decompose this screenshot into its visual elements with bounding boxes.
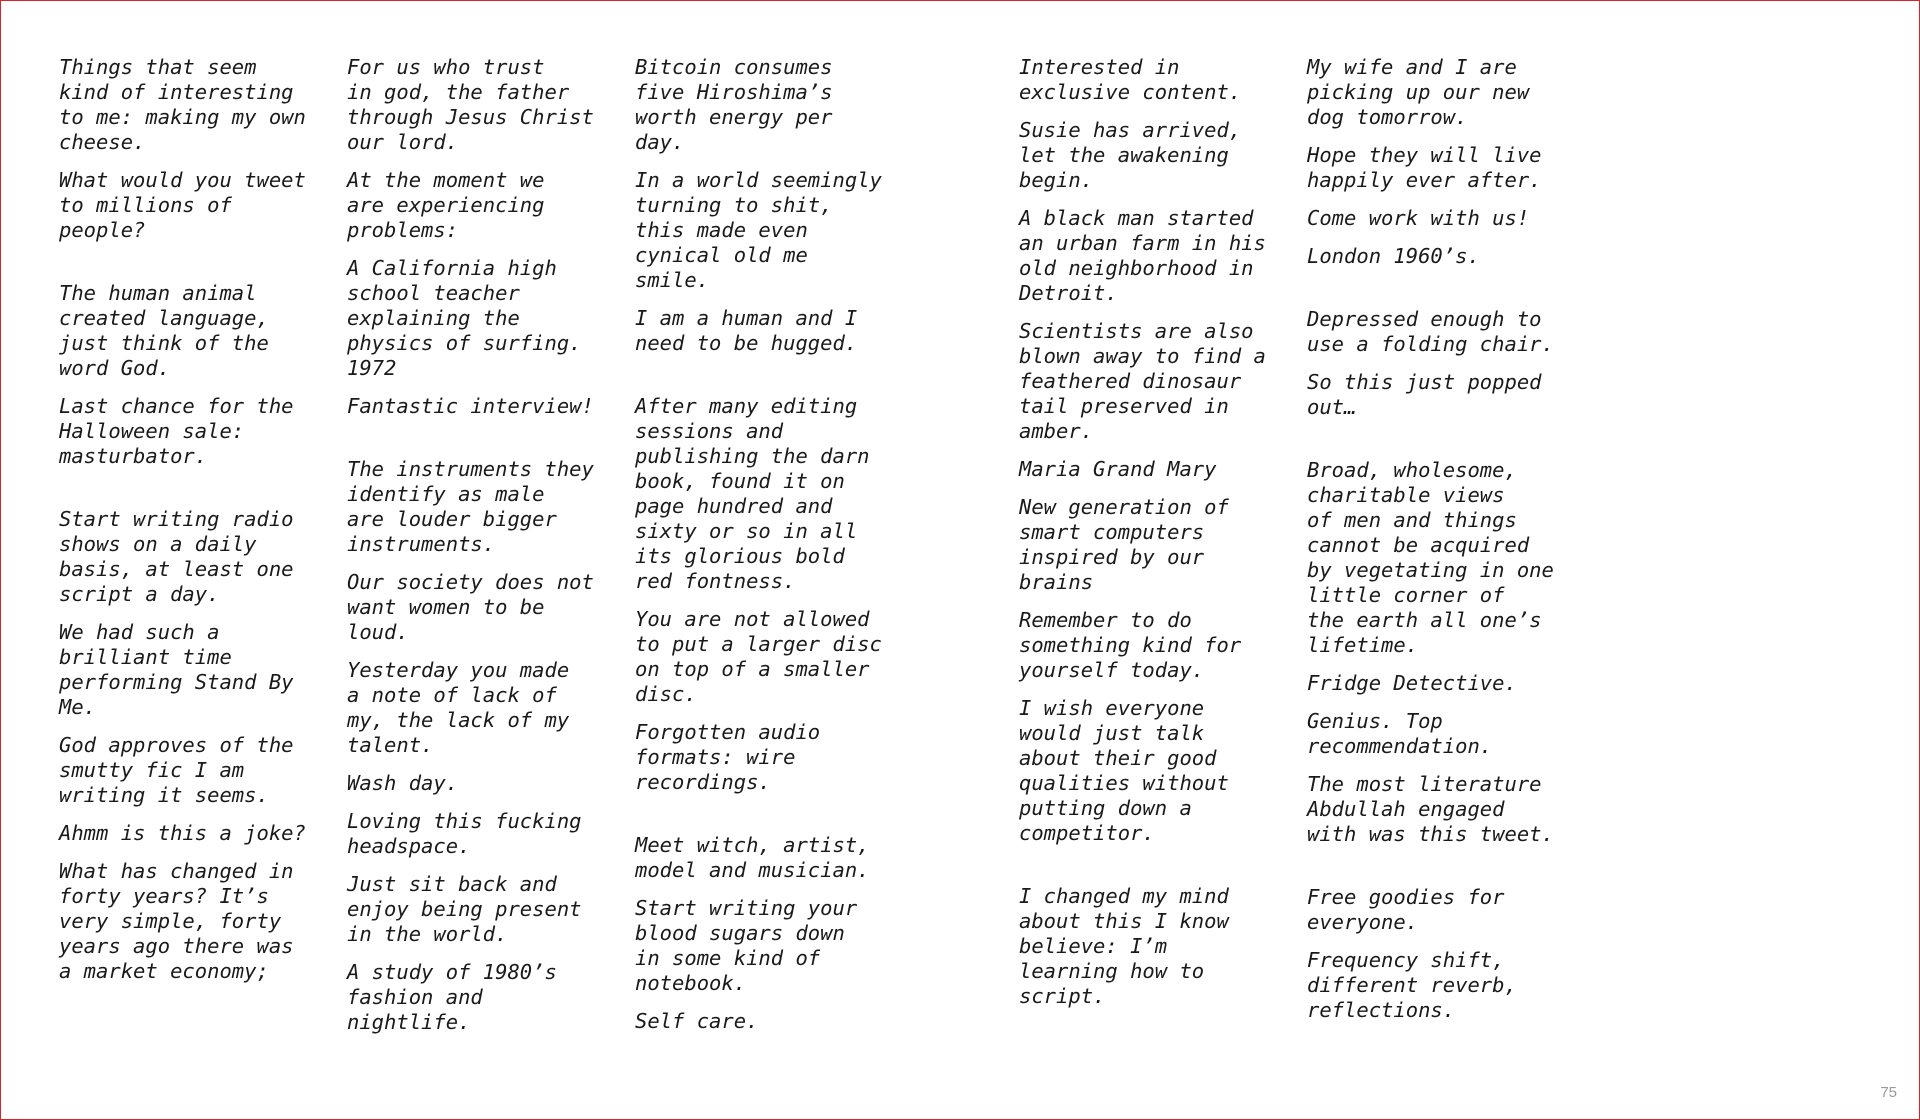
page-number: 75 [1880,1084,1897,1101]
tweet-text: Maria Grand Mary [1019,457,1217,481]
tweet-text: Free goodies for everyone. [1307,885,1505,934]
text-column-5 [1307,55,1582,1036]
tweet-text: Interested in exclusive content. [1019,55,1242,104]
tweet-text: Genius. Top recommendation. [1307,709,1493,758]
tweet-text: Just sit back and enjoy being present in the world. [347,872,582,946]
tweet-text: Meet witch, artist, model and musician. [635,833,870,882]
tweet-text: What has changed in forty years? It’s very simple, forty years ago there was a market economy; [59,859,294,983]
tweet-text: Frequency shift, different reverb, reflections. [1307,948,1517,1022]
tweet-text: A study of 1980’s fashion and nightlife. [347,960,557,1034]
tweet-text: Hope they will live happily ever after. [1307,143,1542,192]
tweet-text: My wife and I are picking up our new dog tomorrow. [1307,55,1530,129]
tweet-text: Last chance for the Halloween sale: masturbator. [59,394,294,468]
tweet-text: God approves of the smutty fic I am writing it seems. [59,733,294,807]
tweet-text: At the moment we are experiencing problems: [347,168,545,242]
tweet-text: Forgotten audio formats: wire recordings. [635,720,821,794]
tweet-text: Our society does not want women to be loud. [347,570,594,644]
tweet-text: In a world seemingly turning to shit, this made even cynical old me smile. [635,168,882,292]
text-column-1 [59,55,334,997]
tweet-text: Depressed enough to use a folding chair. [1307,307,1554,356]
tweet-text: A California high school teacher explaining the physics of surfing. 1972 [347,256,582,380]
tweet-text: Susie has arrived, let the awakening begin. [1019,118,1242,192]
tweet-text: New generation of smart computers inspired by our brains [1019,495,1229,594]
tweet-text: We had such a brilliant time performing Stand By Me. [59,620,294,719]
tweet-text: What would you tweet to millions of people? [59,168,306,242]
tweet-text: Scientists are also blown away to find a feathered dinosaur tail preserved in amber. [1019,319,1266,443]
tweet-text: Fantastic interview! [347,394,594,418]
tweet-text: Yesterday you made a note of lack of my, the lack of my talent. [347,658,570,757]
tweet-text: I am a human and I need to be hugged. [635,306,858,355]
tweet-text: I changed my mind about this I know believe: I’m learning how to script. [1019,884,1229,1008]
text-column-4 [1019,55,1294,1022]
tweet-text: The human animal created language, just think of the word God. [59,281,269,380]
tweet-text: A black man started an urban farm in his old neighborhood in Detroit. [1019,206,1266,305]
tweet-text: I wish everyone would just talk about their good qualities without putting down a competitor. [1019,696,1229,845]
tweet-text: London 1960’s. [1307,244,1480,268]
text-column-3 [635,55,910,1047]
tweet-text: Start writing your blood sugars down in some kind of notebook. [635,896,858,995]
tweet-text: Wash day. [347,771,459,795]
tweet-text: Things that seem kind of interesting to me: making my own cheese. [59,55,306,154]
tweet-text: Start writing radio shows on a daily basis, at least one script a day. [59,507,294,606]
tweet-text: Broad, wholesome, charitable views of men and things cannot be acquired by vegetating in one little corner of the earth all one’s lifetime. [1307,458,1554,657]
tweet-text: Ahmm is this a joke? [59,821,306,845]
tweet-text: So this just popped out… [1307,370,1542,419]
tweet-text: You are not allowed to put a larger disc on top of a smaller disc. [635,607,882,706]
tweet-text: Self care. [635,1009,759,1033]
tweet-text: Fridge Detective. [1307,671,1517,695]
tweet-text: The instruments they identify as male are louder bigger instruments. [347,457,594,556]
tweet-text: For us who trust in god, the father through Jesus Christ our lord. [347,55,594,154]
tweet-text: Come work with us! [1307,206,1530,230]
tweet-text: Remember to do something kind for yourself today. [1019,608,1242,682]
tweet-text: The most literature Abdullah engaged with was this tweet. [1307,772,1554,846]
tweet-text: Loving this fucking headspace. [347,809,582,858]
tweet-text: Bitcoin consumes five Hiroshima’s worth energy per day. [635,55,833,154]
text-column-2 [347,55,622,1048]
tweet-text: After many editing sessions and publishing the darn book, found it on page hundred and sixty or so in all its glorious bold red fontness. [635,394,870,593]
